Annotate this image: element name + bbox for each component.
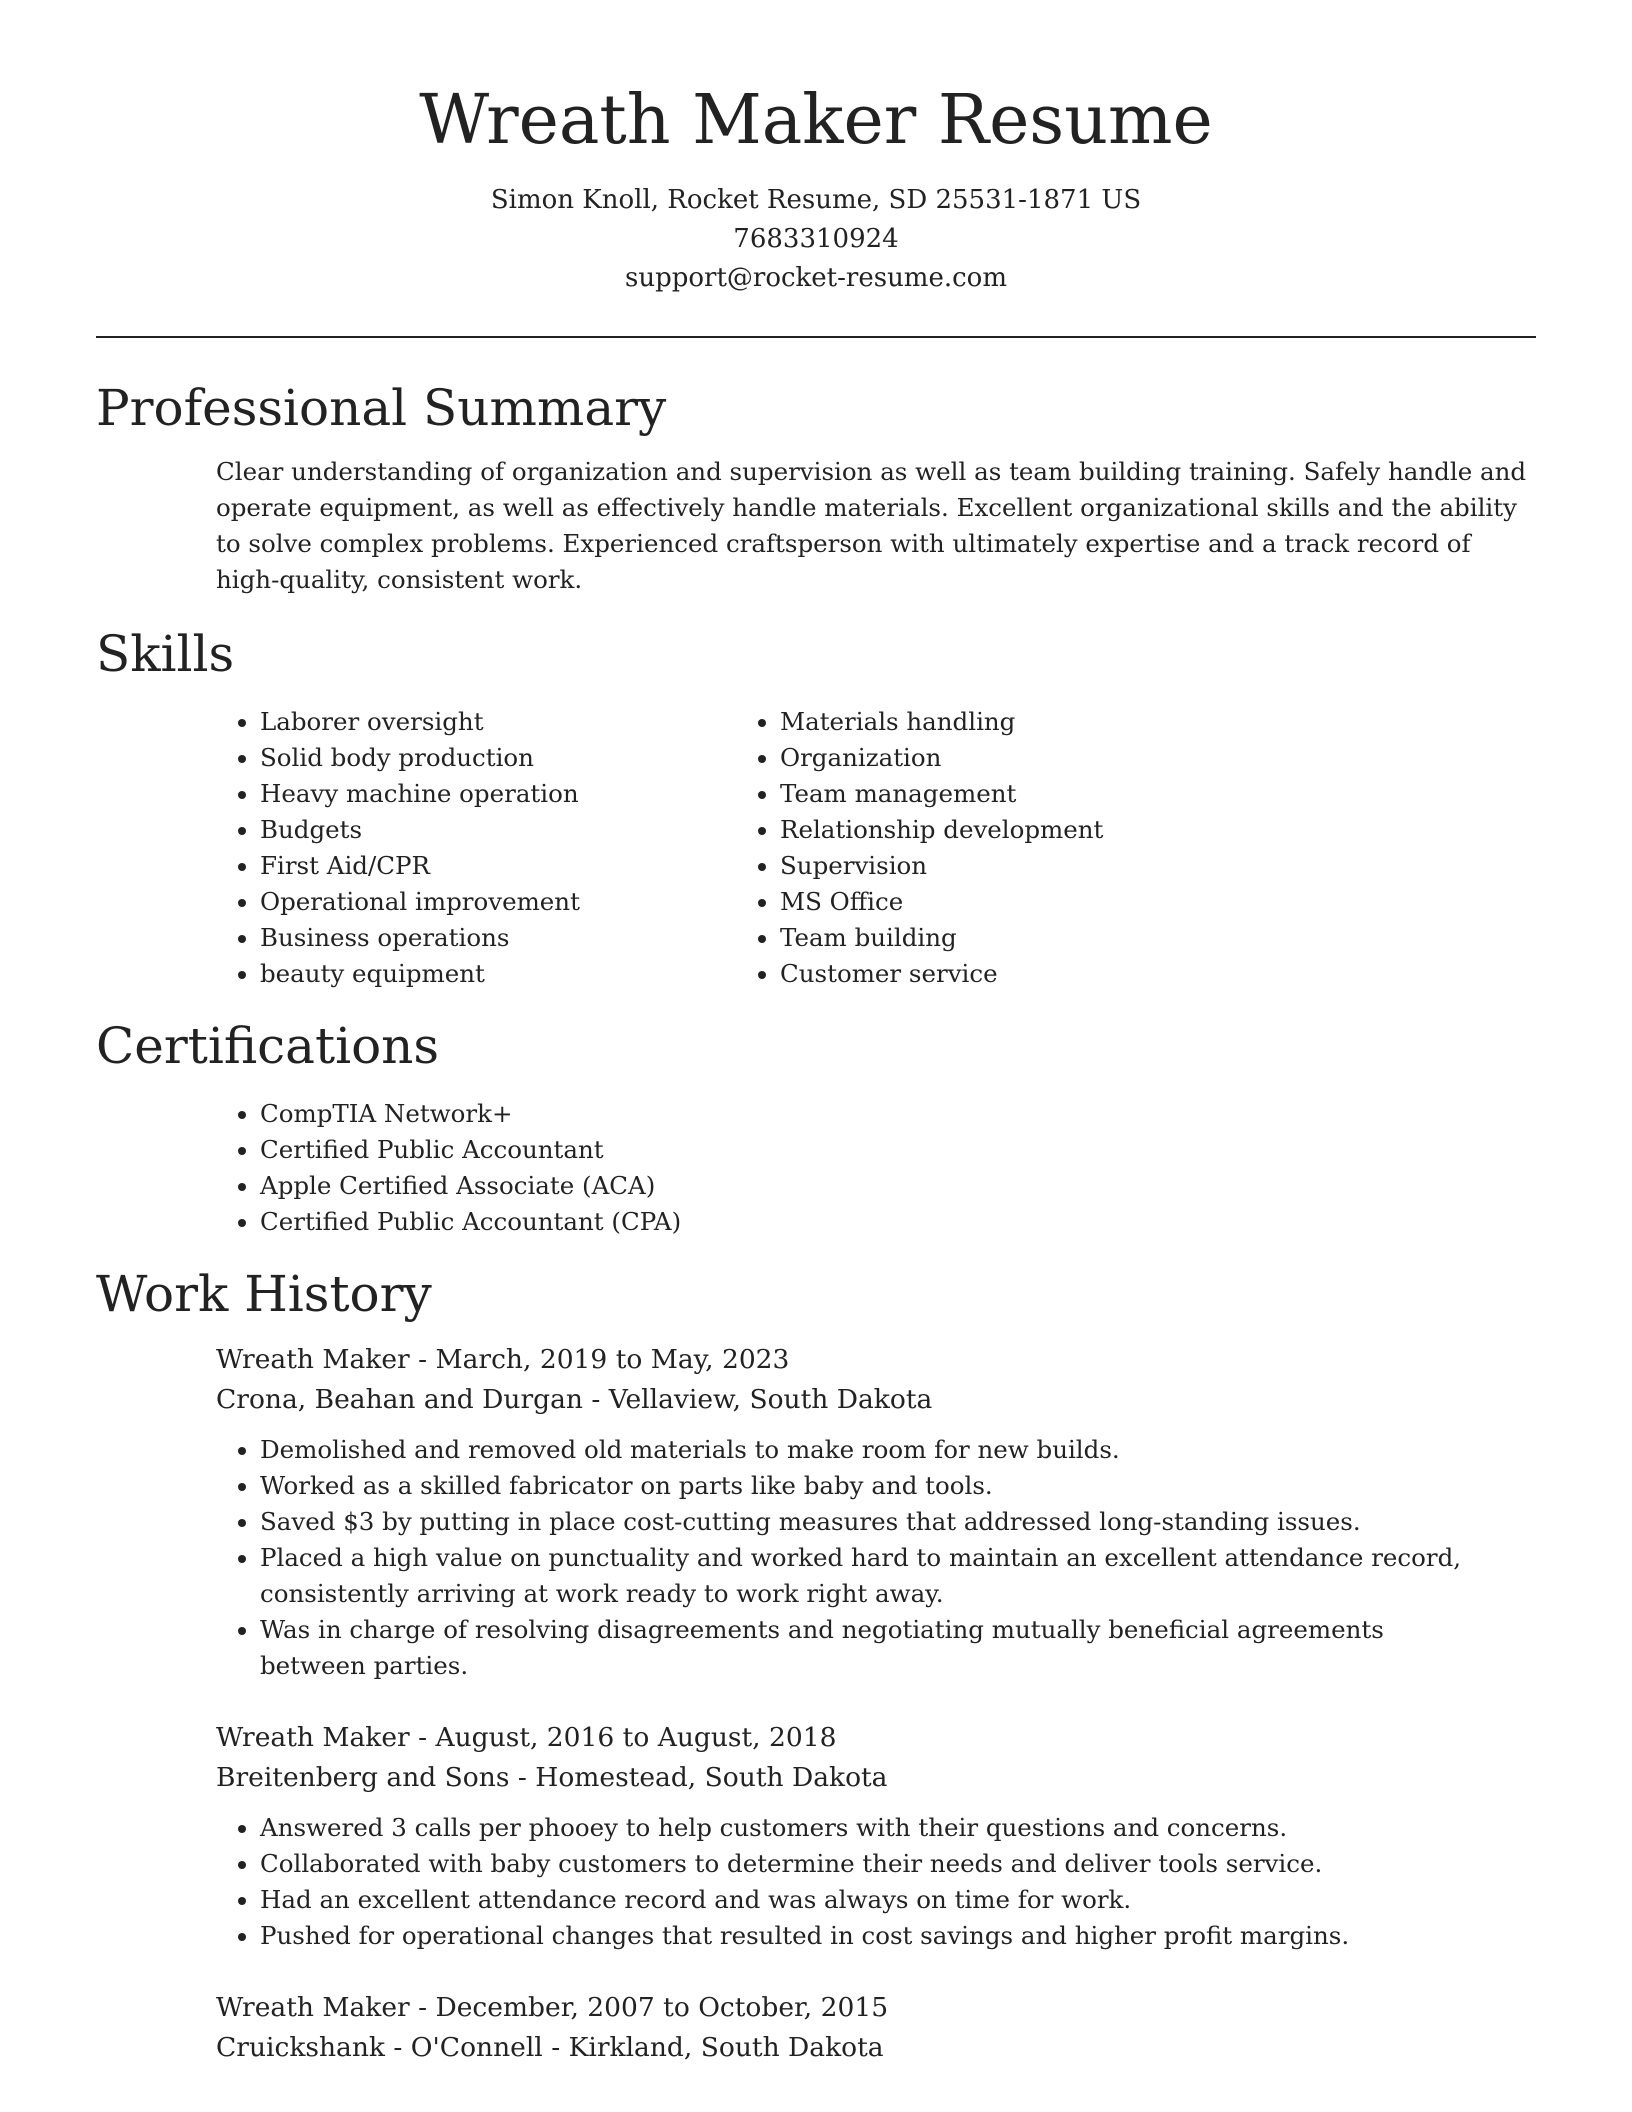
header-divider xyxy=(96,336,1536,338)
certification-item: • Apple Certified Associate (ACA) xyxy=(260,1168,1536,1204)
job-bullets xyxy=(216,1810,1536,1954)
skill-item: • Heavy machine operation xyxy=(260,776,746,812)
job-bullet: • Was in charge of resolving disagreements and negotiating mutually beneficial agreements between parties. xyxy=(260,1612,1476,1684)
contact-email: support@rocket-resume.com xyxy=(624,262,1007,293)
skill-item: • Organization xyxy=(780,740,1103,776)
skill-item: • Business operations xyxy=(260,920,746,956)
job-bullet: • Saved $3 by putting in place cost-cutting measures that addressed long-standing issues. xyxy=(260,1504,1476,1540)
job-bullet: • Worked as a skilled fabricator on parts like baby and tools. xyxy=(260,1468,1476,1504)
skill-item: • Supervision xyxy=(780,848,1103,884)
skill-item: • Materials handling xyxy=(780,704,1103,740)
skill-item: • Customer service xyxy=(780,956,1103,992)
job-bullets xyxy=(216,1432,1536,1684)
skills-list-right xyxy=(746,704,1103,992)
skill-item: • Budgets xyxy=(260,812,746,848)
job-bullet: • Answered 3 calls per phooey to help customers with their questions and concerns. xyxy=(260,1810,1476,1846)
resume-title: Wreath Maker Resume xyxy=(419,81,1213,160)
job-bullet: • Pushed for operational changes that resulted in cost savings and higher profit margins. xyxy=(260,1918,1476,1954)
job-company-line: Crona, Beahan and Durgan - Vellaview, South Dakota xyxy=(216,1383,933,1415)
job-bullet: • Demolished and removed old materials to make room for new builds. xyxy=(260,1432,1476,1468)
job-entry xyxy=(216,1718,1536,1954)
skills-heading: Skills xyxy=(96,624,235,683)
job-company-line: Cruickshank - O'Connell - Kirkland, South Dakota xyxy=(216,2031,884,2063)
job-title-line: Wreath Maker - December, 2007 to October, 2015 xyxy=(216,1991,889,2023)
job-title-line: Wreath Maker - March, 2019 to May, 2023 xyxy=(216,1343,790,1375)
contact-block xyxy=(96,181,1536,298)
summary-heading: Professional Summary xyxy=(96,378,667,437)
skills-list-left xyxy=(96,704,746,992)
job-title-line: Wreath Maker - August, 2016 to August, 2018 xyxy=(216,1721,837,1753)
skill-item: • Operational improvement xyxy=(260,884,746,920)
job-bullet: • Placed a high value on punctuality and worked hard to maintain an excellent attendance record, consistently arriving at work ready to work right away. xyxy=(260,1540,1476,1612)
certifications-list xyxy=(96,1096,1536,1240)
job-company-line: Breitenberg and Sons - Homestead, South Dakota xyxy=(216,1761,888,1793)
job-bullet: • Had an excellent attendance record and was always on time for work. xyxy=(260,1882,1476,1918)
certifications-heading: Certifications xyxy=(96,1016,440,1075)
skill-item: • Team management xyxy=(780,776,1103,812)
summary-text: Clear understanding of organization and supervision as well as team building training. Safely handle and operate equipment, as well as effectively handle materials. Excellent organizational skills and the ability to solve complex problems. Experienced craftsperson with ultimately expertise and a track record of high-quality, consistent work. xyxy=(216,456,1527,594)
skill-item: • MS Office xyxy=(780,884,1103,920)
job-entry xyxy=(216,1988,1536,2068)
certification-item: • Certified Public Accountant xyxy=(260,1132,1536,1168)
certification-item: • Certified Public Accountant (CPA) xyxy=(260,1204,1536,1240)
work-history-heading: Work History xyxy=(96,1264,432,1323)
skill-item: • Solid body production xyxy=(260,740,746,776)
certification-item: • CompTIA Network+ xyxy=(260,1096,1536,1132)
skill-item: • Team building xyxy=(780,920,1103,956)
contact-address: Simon Knoll, Rocket Resume, SD 25531-1871 US xyxy=(490,184,1142,215)
skill-item: • Relationship development xyxy=(780,812,1103,848)
resume-header xyxy=(96,0,1536,298)
skills-columns xyxy=(96,704,1536,992)
job-bullet: • Collaborated with baby customers to determine their needs and deliver tools service. xyxy=(260,1846,1476,1882)
contact-phone: 7683310924 xyxy=(733,223,899,254)
job-entry xyxy=(216,1340,1536,1684)
skill-item: • beauty equipment xyxy=(260,956,746,992)
skill-item: • First Aid/CPR xyxy=(260,848,746,884)
skill-item: • Laborer oversight xyxy=(260,704,746,740)
